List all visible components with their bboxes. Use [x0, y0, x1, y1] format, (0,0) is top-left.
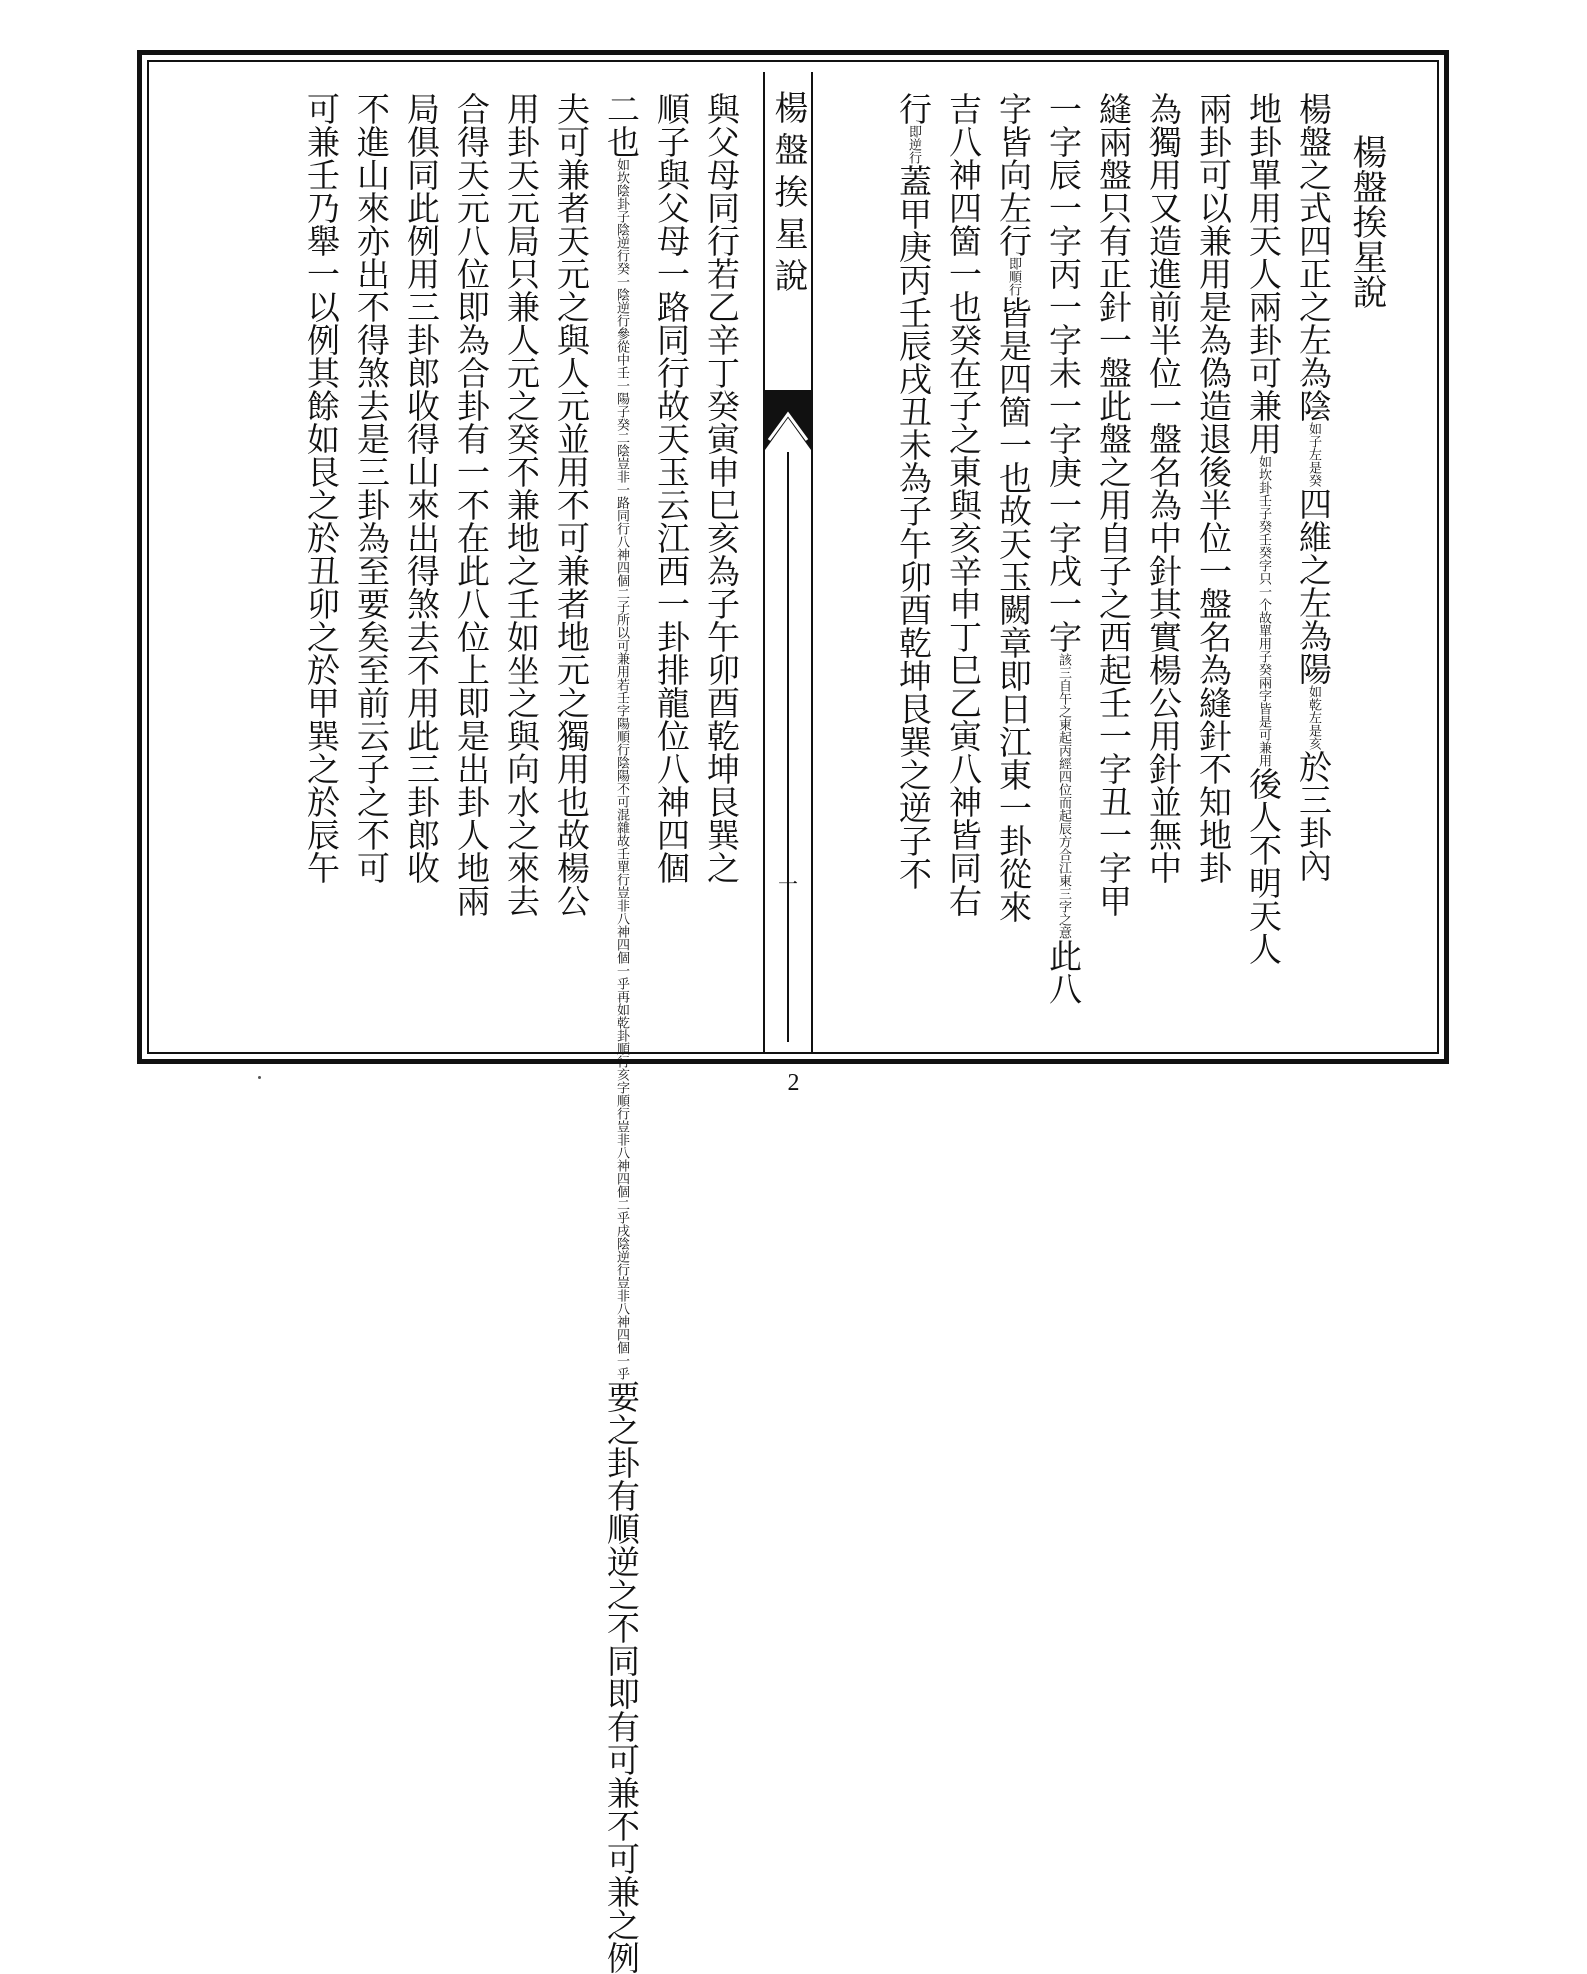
text-column: 二也如坎陰卦子陰逆行癸一陰逆行參從中壬一陽子癸二陰豈非一路同行八神四個二子所以可兼用若壬字陽順行陰陽不可混雜故壬單行豈非八神四個一乎再如乾卦順行亥字順行豈非八神四個二乎戌陰逆行豈非八神四個一乎要之卦有順逆之不同即有可兼不可兼之例 — [602, 92, 641, 1974]
text-column: 一字辰一字丙一字未一字庚一字戌一字該三自午之東起丙經四位而起辰方合江東三字之意此八 — [1044, 92, 1083, 1005]
text-column: 吉八神四箇一也癸在子之東與亥辛申丁巳乙寅八神皆同右 — [944, 92, 983, 917]
text-column: 局俱同此例用三卦郎收得山來出得煞去不用此三卦郎收 — [402, 92, 441, 884]
text-column: 與父母同行若乙辛丁癸寅申巳亥為子午卯酉乾坤艮巽之 — [702, 92, 741, 884]
strip-black-band — [765, 390, 811, 402]
text-column: 順子與父母一路同行故天玉云江西一卦排龍位八神四個 — [652, 92, 691, 884]
text-column: 夫可兼者天元之與人元並用不可兼者地元之獨用也故楊公 — [552, 92, 591, 917]
text-column: 為獨用又造進前半位一盤名為中針其實楊公用針並無中 — [1144, 92, 1183, 884]
text-column: 縫兩盤只有正針一盤此盤之用自子之西起壬一字丑一字甲 — [1094, 92, 1133, 917]
text-column: 合得天元八位即為合卦有一不在此八位上即是出卦人地兩 — [452, 92, 491, 917]
annotation: 即逆行 — [906, 125, 921, 164]
strip-center-rule — [787, 452, 789, 1042]
center-margin-strip — [763, 72, 813, 1052]
page-number: 2 — [787, 1070, 800, 1096]
annotation: 如坎卦壬子癸壬癸字只一个故單用子癸兩字皆是可兼用 — [1256, 455, 1271, 767]
annotation: 如乾左是亥 — [1306, 685, 1321, 750]
folio-number: 一 — [778, 872, 798, 896]
annotation: 如坎陰卦子陰逆行癸一陰逆行參從中壬一陽子癸二陰豈非一路同行八神四個二子所以可兼用若壬字陽順行陰陽不可混雜故壬單行豈非八神四個一乎再如乾卦順行亥字順行豈非八神四個二乎戌陰逆行豈非八神四個一乎 — [614, 158, 629, 1380]
annotation: 即順行 — [1006, 257, 1021, 296]
text-column: 地卦單用天人兩卦可兼用如坎卦壬子癸壬癸字只一个故單用子癸兩字皆是可兼用後人不明天人 — [1244, 92, 1283, 965]
fishtail-mark-icon — [765, 402, 811, 450]
text-column: 用卦天元局只兼人元之癸不兼地之壬如坐之與向水之來去 — [502, 92, 541, 917]
text-column: 行即逆行蓋甲庚丙壬辰戌丑未為子午卯酉乾坤艮巽之逆子不 — [894, 92, 933, 890]
annotation: 如子左是癸 — [1306, 422, 1321, 487]
strip-title: 楊盤挨星說 — [768, 90, 808, 300]
text-column: 兩卦可以兼用是為偽造退後半位一盤名為縫針不知地卦 — [1194, 92, 1233, 884]
text-column: 可兼壬乃舉一以例其餘如艮之於丑卯之於甲巽之於辰午 — [302, 92, 341, 884]
left-page-text — [180, 92, 746, 1974]
section-heading: 楊盤挨星說 — [1347, 134, 1387, 309]
text-column: 不進山來亦出不得煞去是三卦為至要矣至前云子之不可 — [352, 92, 391, 884]
text-column: 楊盤之式四正之左為陰如子左是癸四維之左為陽如乾左是亥於三卦內 — [1294, 92, 1333, 882]
text-column: 字皆向左行即順行皆是四箇一也故天玉闕章即日江東一卦從來 — [994, 92, 1033, 923]
annotation: 該三自午之東起丙經四位而起辰方合江東三字之意 — [1056, 653, 1071, 939]
right-page-text — [838, 92, 1396, 1032]
